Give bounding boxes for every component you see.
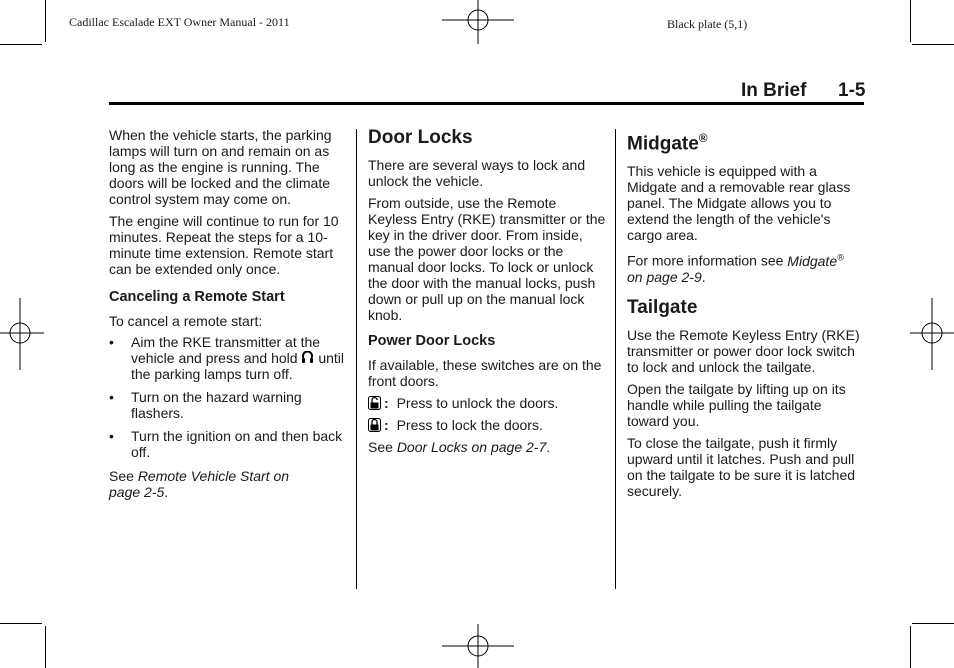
section-heading: Midgate® (627, 131, 708, 155)
column-3 (627, 127, 863, 505)
crop-mark (45, 626, 46, 668)
paragraph: To cancel a remote start: (109, 313, 263, 329)
cross-reference: See Door Locks on page 2-7. (368, 439, 551, 455)
bullet: • (109, 334, 114, 350)
registration-mark-right (910, 298, 954, 370)
bullet: • (109, 389, 114, 405)
subheading: Power Door Locks (368, 333, 496, 349)
remote-start-icon (301, 351, 314, 365)
column-divider (615, 129, 616, 589)
paragraph: If available, these switches are on the front doors. (368, 357, 602, 389)
column-2 (368, 127, 606, 461)
paragraph: This vehicle is equipped with a Midgate and a removable rear glass panel. The Midgate allows you to extend the length of the vehicle's cargo area. (627, 163, 851, 244)
column-divider (356, 129, 357, 589)
paragraph: Use the Remote Keyless Entry (RKE) transmitter or power door lock switch to lock and unlock the tailgate. (627, 326, 860, 375)
section-title: In Brief (741, 80, 807, 101)
plate-label: Black plate (5,1) (667, 17, 748, 31)
registration-mark-bottom (442, 624, 514, 668)
crop-mark (910, 626, 911, 668)
list-item (109, 389, 347, 421)
cross-reference-link[interactable]: Midgate® on page 2-9 (627, 252, 844, 285)
list-item-text: until the parking lamps turn off. (131, 350, 345, 382)
cross-reference: See Remote Vehicle Start on page 2-5. (109, 468, 290, 500)
manual-title: Cadillac Escalade EXT Owner Manual - 2011 (69, 15, 290, 29)
paragraph: When the vehicle starts, the parking lamps will turn on and remain on as long as the engine is running. The doors will be locked and the climate control system may come on. (109, 127, 332, 207)
paragraph: The engine will continue to run for 10 minutes. Repeat the steps for a 10-minute time extension. Remote start can be extended only once. (109, 213, 339, 277)
cross-reference: For more information see Midgate® on page 2-9. (627, 252, 844, 285)
list-item-text: Turn on the hazard warning flashers. (131, 389, 302, 421)
registration-mark-left (0, 298, 44, 370)
column-1 (109, 127, 347, 506)
paragraph: There are several ways to lock and unlock the vehicle. (368, 157, 586, 189)
section-heading: Tailgate (627, 296, 698, 318)
crop-mark (45, 0, 46, 42)
list-item (109, 428, 347, 460)
section-heading: Door Locks (368, 127, 473, 148)
registered-mark: ® (698, 131, 708, 145)
paragraph: To close the tailgate, push it firmly upward until it latches. Push and pull on the tailgate to be sure it is latched securely. (627, 434, 856, 499)
list-item (109, 334, 347, 382)
cross-reference-link[interactable]: Remote Vehicle Start on page 2-5 (109, 468, 290, 500)
cross-reference-link[interactable]: Door Locks on page 2-7 (396, 439, 547, 455)
paragraph: From outside, use the Remote Keyless Entry (RKE) transmitter or the key in the driver door. From inside, use the power door locks or the manual door locks. To lock or unlock the door with the manual locks, push down or pull up on the manual lock knob. (368, 195, 606, 323)
crop-mark (912, 44, 954, 45)
registration-mark-top (442, 0, 514, 44)
unlock-icon (368, 396, 381, 410)
header-rule (109, 102, 864, 105)
bullet: • (109, 428, 114, 444)
subheading: Canceling a Remote Start (109, 289, 285, 305)
unlock-instruction: : Press to unlock the doors. (368, 395, 606, 411)
paragraph: Open the tailgate by lifting up on its handle while pulling the tailgate toward you. (627, 380, 846, 429)
crop-mark (0, 44, 42, 45)
lock-instruction: : Press to lock the doors. (368, 417, 606, 433)
crop-mark (912, 623, 954, 624)
list-item-text: Aim the RKE transmitter at the vehicle and press and hold (131, 334, 321, 366)
page-number: 1-5 (838, 80, 866, 101)
list-item-text: Turn the ignition on and then back off. (131, 428, 343, 460)
crop-mark (0, 623, 42, 624)
crop-mark (910, 0, 911, 42)
lock-icon (368, 418, 381, 432)
